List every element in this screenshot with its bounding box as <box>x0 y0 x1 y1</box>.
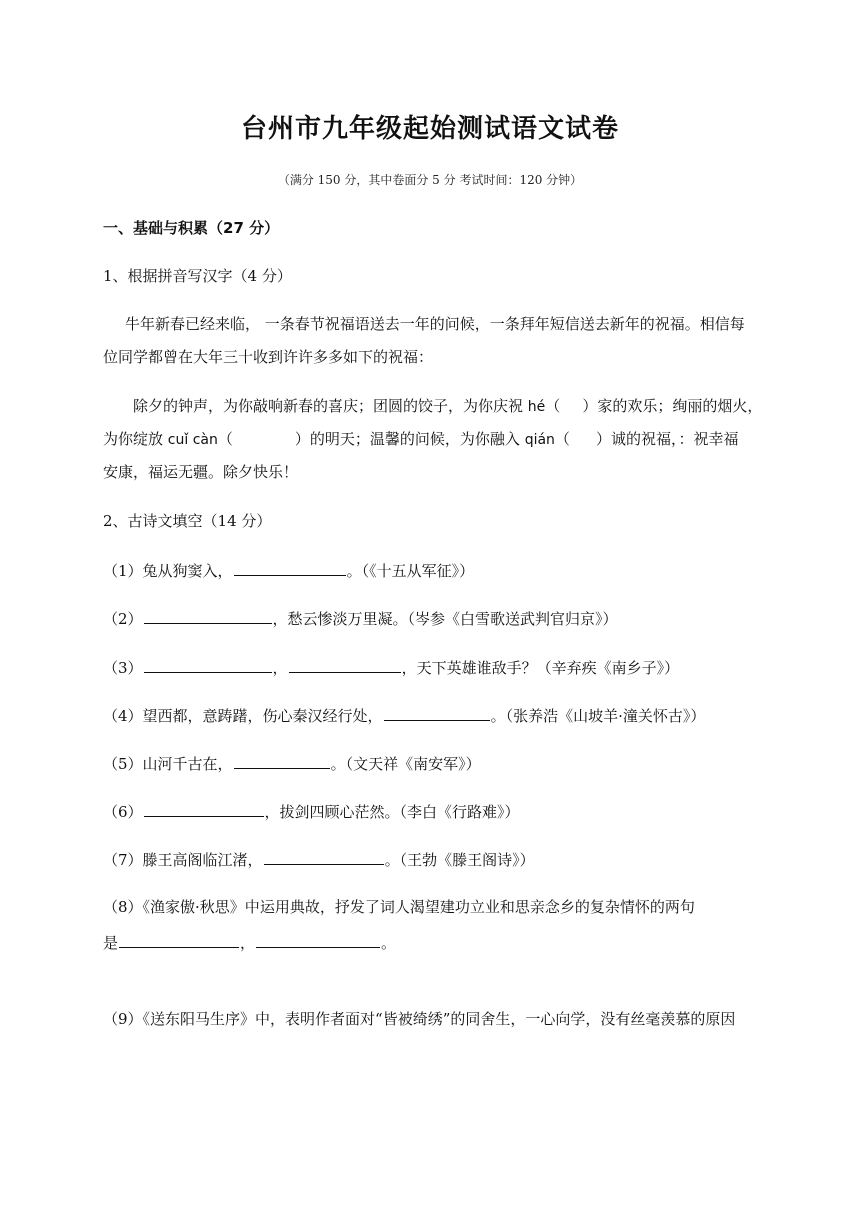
item-number: （2） <box>103 610 143 628</box>
item-text: 是 <box>103 934 119 952</box>
item-text: 滕王高阁临江渚， <box>142 851 263 869</box>
q2-item-8-line1: （8）《渔家傲·秋思》中运用典故，抒发了词人渴望建功立业和思亲念乡的复杂情怀的两句 <box>103 898 695 916</box>
answer-blank[interactable] <box>256 932 380 948</box>
item-text: 山河千古在， <box>142 755 233 773</box>
paren-open: （ <box>545 397 561 415</box>
q2-item-4 <box>103 705 757 725</box>
q1-heading: 1、根据拼音写汉字（4 分） <box>103 267 292 285</box>
paren-close: ） <box>294 430 310 448</box>
paren-open: （ <box>554 430 570 448</box>
item-number: （6） <box>103 803 143 821</box>
item-text: 。 <box>381 934 397 952</box>
answer-blank[interactable] <box>264 849 384 865</box>
passage-text: 诚的祝福，：祝幸福 <box>610 430 739 448</box>
item-text: 望西都，意踌躇，伤心秦汉经行处， <box>142 707 383 725</box>
answer-blank[interactable] <box>144 657 272 673</box>
paren-open: （ <box>217 430 233 448</box>
q2-item-5 <box>103 753 757 773</box>
item-text: 。（文天祥《南安军》） <box>330 755 481 773</box>
answer-blank[interactable] <box>384 705 490 721</box>
answer-blank[interactable] <box>234 753 330 769</box>
passage-text: 为你绽放 <box>103 430 164 448</box>
answer-blank[interactable] <box>234 560 346 576</box>
passage-text: 家的欢乐；绚丽的烟火， <box>597 397 763 415</box>
exam-title: 台州市九年级起始测试语文试卷 <box>240 114 619 144</box>
item-number: （3） <box>103 659 143 677</box>
q1-passage-line2 <box>103 430 757 449</box>
section-heading: 一、基础与积累（27 分） <box>103 219 280 237</box>
answer-blank[interactable] <box>119 932 239 948</box>
pinyin-he: hé <box>527 399 546 415</box>
passage-text: 的明天；温馨的问候，为你融入 <box>309 430 520 448</box>
item-number: （1） <box>103 562 143 580</box>
item-text: ， <box>272 659 288 677</box>
item-text: ，愁云惨淡万里凝。（岑参《白雪歌送武判官归京》） <box>272 610 618 628</box>
item-text: ，天下英雄谁敌手？（辛弃疾《南乡子》） <box>401 659 680 677</box>
q2-item-2 <box>103 608 757 628</box>
q2-item-7 <box>103 849 757 869</box>
q2-item-8-line2 <box>103 932 757 952</box>
item-text: 。（张养浩《山坡羊·潼关怀古》） <box>490 707 706 725</box>
item-text: 。（《十五从军征》） <box>346 562 475 580</box>
exam-subtitle: （满分 150 分，其中卷面分 5 分 考试时间：120 分钟） <box>277 173 583 187</box>
q1-passage-line3: 安康，福运无疆。除夕快乐！ <box>103 463 299 481</box>
item-number: （7） <box>103 851 143 869</box>
answer-blank[interactable] <box>289 657 401 673</box>
q1-intro-line1: 牛年新春已经来临， 一条春节祝福语送去一年的问候，一条拜年短信送去新年的祝福。相信每 <box>125 315 745 333</box>
q1-passage-line1 <box>103 397 763 416</box>
passage-text: 除夕的钟声，为你敲响新春的喜庆；团圆的饺子，为你庆祝 <box>133 397 524 415</box>
q2-item-1 <box>103 560 757 580</box>
pinyin-cuican: cuǐ càn <box>167 432 218 448</box>
answer-blank[interactable] <box>144 801 264 817</box>
item-text: 兔从狗窦入， <box>142 562 233 580</box>
item-text: ，拔剑四顾心茫然。（李白《行路难》） <box>264 803 520 821</box>
paren-close: ） <box>582 397 598 415</box>
paren-close: ） <box>595 430 611 448</box>
item-text: ， <box>240 934 256 952</box>
item-text: 。（王勃《滕王阁诗》） <box>384 851 535 869</box>
item-number: （4） <box>103 707 143 725</box>
answer-blank[interactable] <box>144 608 272 624</box>
q2-item-6 <box>103 801 757 821</box>
q2-heading: 2、古诗文填空（14 分） <box>103 512 272 530</box>
q2-item-9-line1: （9）《送东阳马生序》中，表明作者面对“皆被绮绣”的同舍生，一心向学，没有丝毫羡慕的原因 <box>103 1010 736 1028</box>
item-number: （5） <box>103 755 143 773</box>
q2-item-3 <box>103 657 757 677</box>
q1-intro-line2: 位同学都曾在大年三十收到许许多多如下的祝福： <box>103 348 434 366</box>
pinyin-qian: qián <box>524 432 555 448</box>
